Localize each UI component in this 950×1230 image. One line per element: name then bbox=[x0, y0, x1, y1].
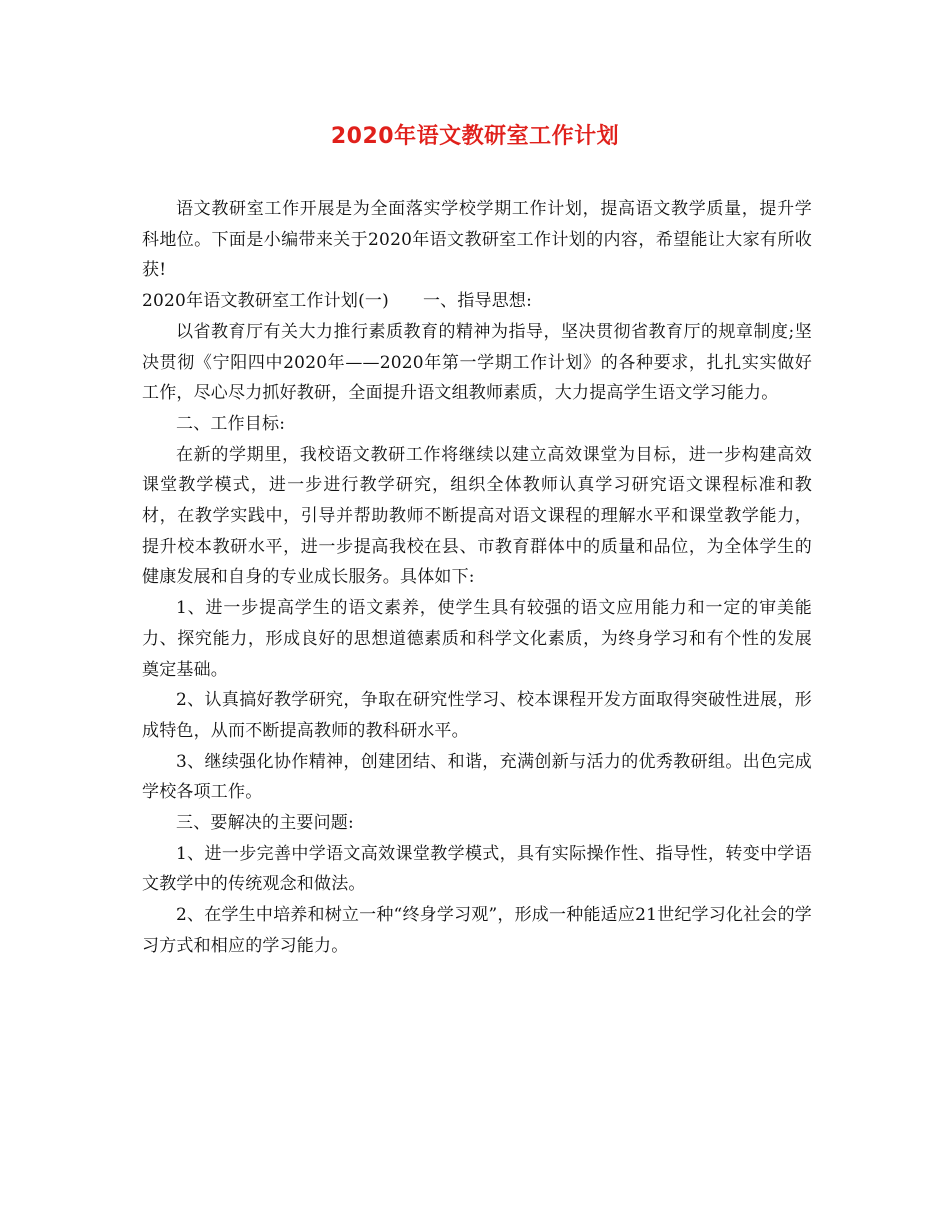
goal-item-2: 2、认真搞好教学研究，争取在研究性学习、校本课程开发方面取得突破性进展，形成特色，从而不断提高教师的教科研水平。 bbox=[142, 690, 812, 741]
intro-paragraph: 语文教研室工作开展是为全面落实学校学期工作计划，提高语文教学质量，提升学科地位。下面是小编带来关于2020年语文教研室工作计划的内容，希望能让大家有所收获! bbox=[142, 199, 812, 281]
section-heading-problems: 三、要解决的主要问题: bbox=[176, 813, 354, 834]
document-title: 2020年语文教研室工作计划 bbox=[330, 124, 620, 149]
problem-item-1: 1、进一步完善中学语文高效课堂教学模式，具有实际操作性、指导性，转变中学语文教学中的传统观念和做法。 bbox=[142, 843, 812, 895]
problem-item-2: 2、在学生中培养和树立一种“终身学习观”，形成一种能适应21世纪学习化社会的学习方式和相应的学习能力。 bbox=[142, 905, 812, 956]
document-body bbox=[142, 194, 812, 962]
goals-paragraph: 在新的学期里，我校语文教研工作将继续以建立高效课堂为目标，进一步构建高效课堂教学模式，进一步进行教学研究，组织全体教师认真学习研究语文课程标准和教材，在教学实践中，引导并帮助教师不断提高对语文课程的理解水平和课堂教学能力，提升校本教研水平，进一步提高我校在县、市教育群体中的质量和品位，为全体学生的健康发展和自身的专业成长服务。具体如下: bbox=[142, 444, 812, 588]
subtitle-line bbox=[142, 286, 812, 317]
plan-subtitle: 2020年语文教研室工作计划(一) bbox=[142, 291, 389, 312]
section-heading-goals: 二、工作目标: bbox=[176, 413, 286, 434]
goal-item-3: 3、继续强化协作精神，创建团结、和谐，充满创新与活力的优秀教研组。出色完成学校各项工作。 bbox=[142, 751, 812, 803]
guiding-paragraph: 以省教育厅有关大力推行素质教育的精神为指导，坚决贯彻省教育厅的规章制度;坚决贯彻《宁阳四中2020年——2020年第一学期工作计划》的各种要求，扎扎实实做好工作，尽心尽力抓好教研，全面提升语文组教师素质，大力提高学生语文学习能力。 bbox=[142, 321, 812, 404]
goal-item-1: 1、进一步提高学生的语文素养，使学生具有较强的语文应用能力和一定的审美能力、探究能力，形成良好的思想道德素质和科学文化素质，为终身学习和有个性的发展奠定基础。 bbox=[142, 598, 812, 680]
section-heading-guiding: 一、指导思想: bbox=[422, 291, 533, 312]
